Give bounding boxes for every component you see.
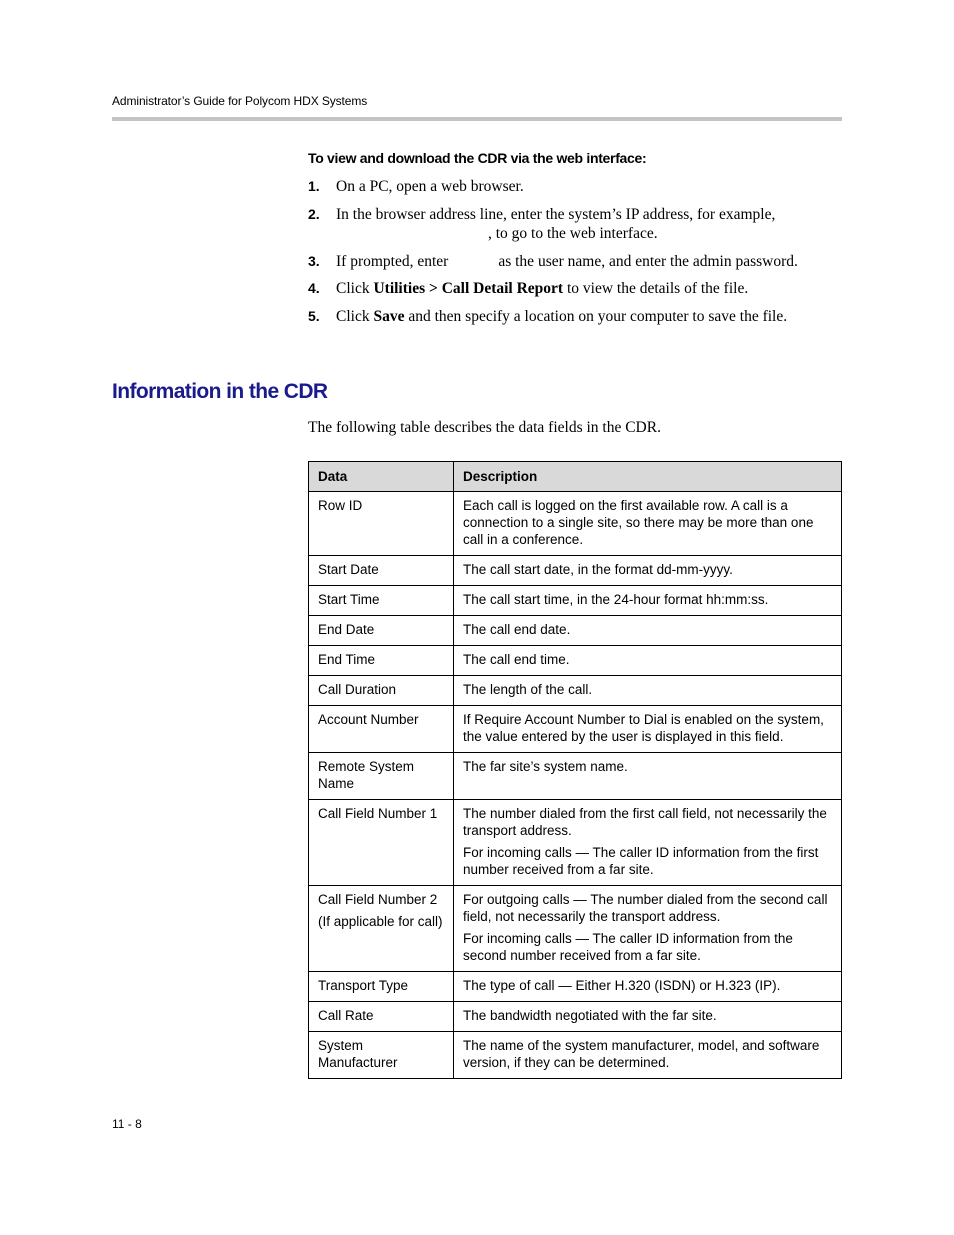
cell-data-field <box>309 1002 454 1032</box>
step-4 <box>308 279 838 299</box>
cell-data-field <box>309 616 454 646</box>
description-text: For outgoing calls — The number dialed from the second call field, not necessarily the transport address. <box>463 892 828 924</box>
data-field-text: Account Number <box>318 712 419 727</box>
cell-data-field <box>309 1032 454 1079</box>
step-number: 2. <box>308 205 320 222</box>
data-field-text: Start Time <box>318 592 380 607</box>
cell-data-field <box>309 586 454 616</box>
cell-data-field <box>309 972 454 1002</box>
table-row <box>309 556 842 586</box>
section-intro: The following table describes the data fields in the CDR. <box>308 419 661 436</box>
data-field-text: Transport Type <box>318 978 409 993</box>
description-text: The number dialed from the first call field, not necessarily the transport address. <box>463 806 827 838</box>
cell-description <box>454 1032 842 1079</box>
description-text: The length of the call. <box>463 682 593 697</box>
procedure-steps <box>308 177 838 334</box>
procedure-title: To view and download the CDR via the web interface: <box>308 150 647 166</box>
cell-data-field <box>309 706 454 753</box>
cell-data-field <box>309 676 454 706</box>
description-text: For incoming calls — The caller ID information from the second number received from a far site. <box>463 931 793 963</box>
description-text: The type of call — Either H.320 (ISDN) or H.323 (IP). <box>463 978 781 993</box>
column-header-data: Data <box>309 462 454 492</box>
data-field-text: Call Rate <box>318 1008 374 1023</box>
data-field-text: Row ID <box>318 498 363 513</box>
cell-data-field <box>309 646 454 676</box>
table-header-row <box>309 462 842 492</box>
description-text: The far site’s system name. <box>463 759 628 774</box>
cell-data-field <box>309 556 454 586</box>
step-text: If prompted, enter <box>336 252 449 270</box>
data-field-text: Call Field Number 2 <box>318 892 438 907</box>
data-field-text: (If applicable for call) <box>318 914 443 929</box>
description-text: For incoming calls — The caller ID information from the first number received from a far site. <box>463 845 819 877</box>
step-text: On a PC, open a web browser. <box>336 178 524 195</box>
step-text: In the browser address line, enter the system’s IP address, for example, <box>336 205 776 223</box>
table-row <box>309 886 842 972</box>
table-row <box>309 800 842 886</box>
description-text: The bandwidth negotiated with the far site. <box>463 1008 717 1023</box>
cdr-fields-table <box>308 461 842 1079</box>
page-number: 11 - 8 <box>112 1117 142 1131</box>
step-number: 3. <box>308 252 320 269</box>
cell-description <box>454 492 842 556</box>
step-text: , to go to the web interface. <box>488 225 658 242</box>
description-text: The call start time, in the 24-hour format hh:mm:ss. <box>463 592 769 607</box>
step-1 <box>308 177 838 197</box>
step-number: 4. <box>308 280 320 296</box>
description-text: The call end time. <box>463 652 570 667</box>
table-row <box>309 972 842 1002</box>
step-2 <box>308 205 838 244</box>
cell-description <box>454 586 842 616</box>
cell-description <box>454 556 842 586</box>
step-number: 1. <box>308 178 320 194</box>
cell-description <box>454 972 842 1002</box>
header-rule <box>112 117 842 121</box>
cell-data-field <box>309 753 454 800</box>
cell-description <box>454 886 842 972</box>
table-row <box>309 646 842 676</box>
cell-description <box>454 646 842 676</box>
column-header-description: Description <box>454 462 842 492</box>
table-row <box>309 586 842 616</box>
cell-description <box>454 1002 842 1032</box>
data-field-text: Start Date <box>318 562 379 577</box>
step-3 <box>308 252 838 272</box>
cell-description <box>454 616 842 646</box>
step-5 <box>308 307 838 327</box>
cell-description <box>454 706 842 753</box>
table-row <box>309 676 842 706</box>
description-text: The name of the system manufacturer, model, and software version, if they can be determined. <box>463 1038 820 1070</box>
data-field-text: Remote System Name <box>318 759 415 791</box>
table-row <box>309 1032 842 1079</box>
data-field-text: End Time <box>318 652 376 667</box>
step-text: and then specify a location on your computer to save the file. <box>404 307 788 325</box>
step-text: Click <box>336 280 374 297</box>
section-title: Information in the CDR <box>112 380 328 403</box>
cell-description <box>454 753 842 800</box>
data-field-text: Call Duration <box>318 682 397 697</box>
description-text: If Require Account Number to Dial is enabled on the system, the value entered by the user is displayed in this field. <box>463 712 824 744</box>
table-row <box>309 753 842 800</box>
step-text: as the user name, and enter the admin password. <box>498 252 798 270</box>
cell-data-field <box>309 886 454 972</box>
description-text: The call start date, in the format dd-mm-yyyy. <box>463 562 733 577</box>
cell-description <box>454 800 842 886</box>
table-body <box>309 492 842 1079</box>
data-field-text: System Manufacturer <box>318 1038 398 1070</box>
table-row <box>309 1002 842 1032</box>
step-text: Click <box>336 307 374 325</box>
cell-data-field <box>309 492 454 556</box>
cell-data-field <box>309 800 454 886</box>
step-text: to view the details of the file. <box>563 280 749 297</box>
button-name: Save <box>373 307 405 325</box>
cell-description <box>454 676 842 706</box>
menu-path: Utilities > Call Detail Report <box>373 280 564 297</box>
data-field-text: Call Field Number 1 <box>318 806 438 821</box>
description-text: Each call is logged on the first available row. A call is a connection to a single site, so there may be more than one call in a conference. <box>463 498 814 547</box>
table-row <box>309 706 842 753</box>
step-number: 5. <box>308 307 320 324</box>
description-text: The call end date. <box>463 622 571 637</box>
running-header: Administrator’s Guide for Polycom HDX Systems <box>112 94 368 108</box>
table-row <box>309 492 842 556</box>
table-row <box>309 616 842 646</box>
data-field-text: End Date <box>318 622 375 637</box>
